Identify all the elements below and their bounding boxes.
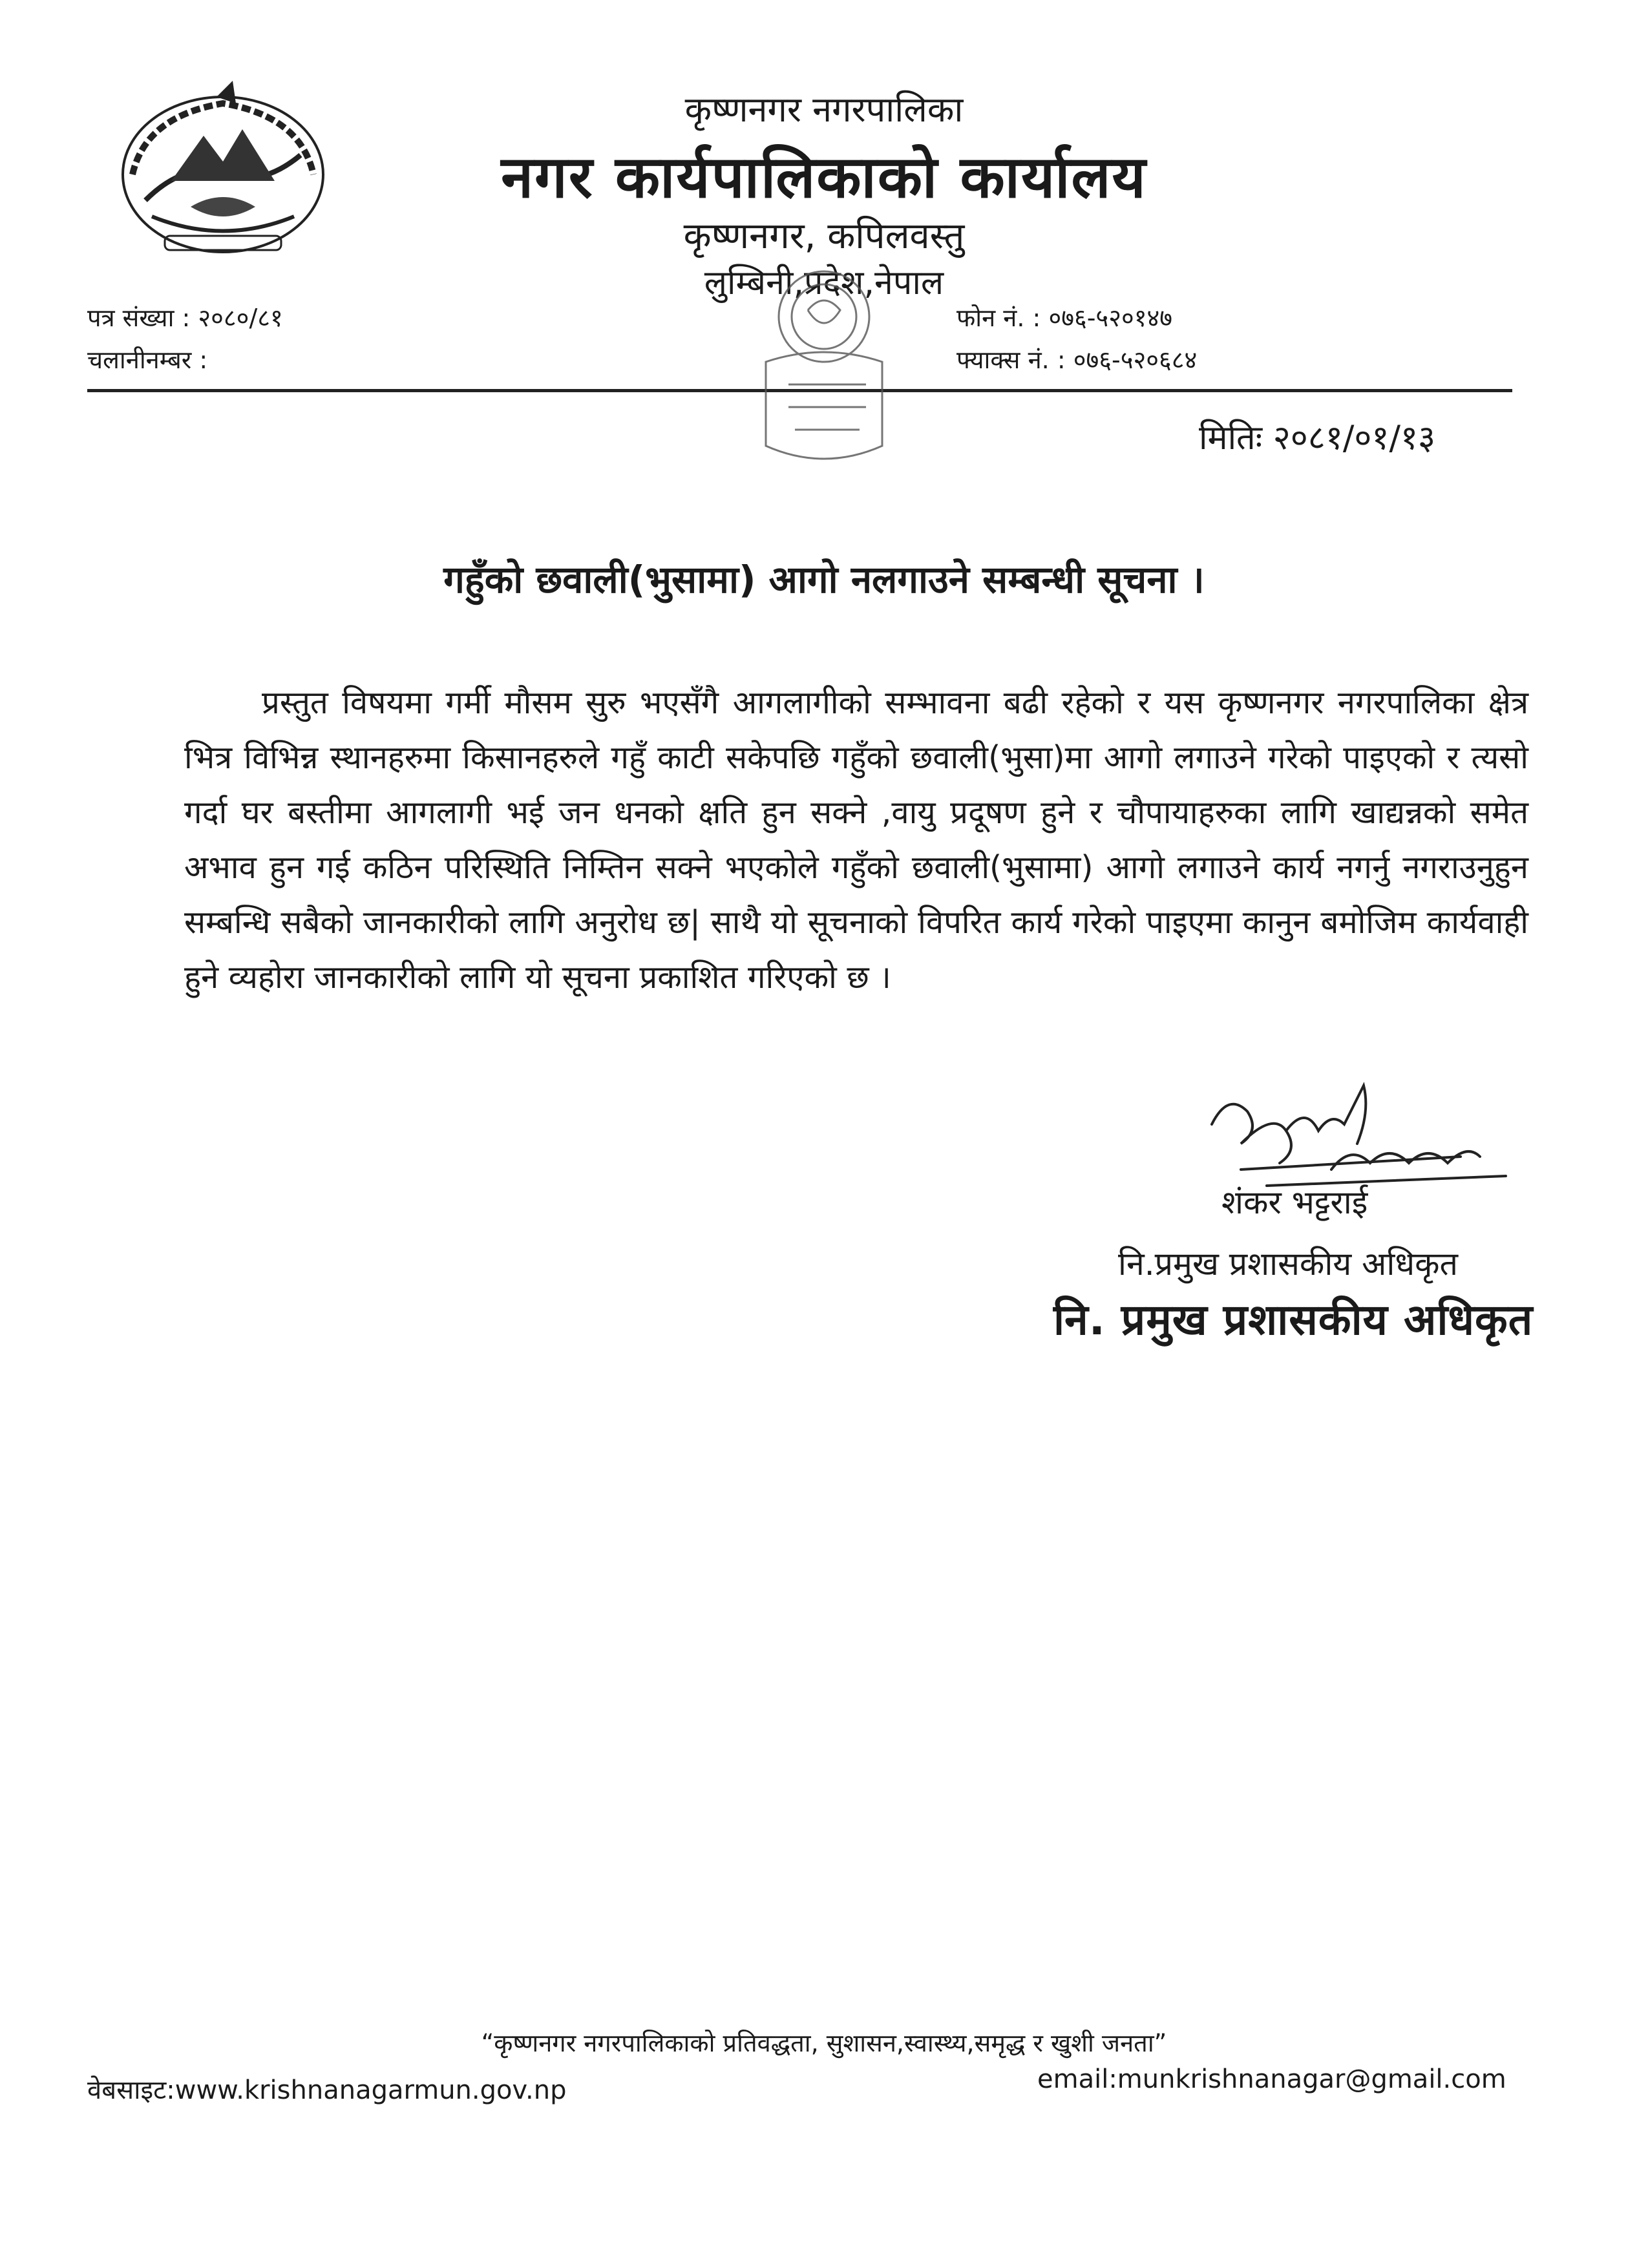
issue-date: मितिः २०८१/०१/१३ — [1199, 419, 1436, 457]
fax-number: फ्याक्स नं. : ०७६-५२०६८४ — [956, 346, 1198, 374]
org-name: कृष्णनगर नगरपालिका — [684, 89, 964, 130]
footer-website: वेबसाइट:www.krishnanagarmun.gov.np — [87, 2075, 567, 2105]
office-stamp-icon — [737, 265, 911, 478]
letter-number: पत्र संख्या : २०८०/८१ — [87, 304, 283, 332]
dispatch-number: चलानीनम्बर : — [87, 346, 208, 374]
footer-motto: “कृष्णनगर नगरपालिकाको प्रतिवद्धता, सुशासन,स्वास्थ्य,समृद्ध र खुशी जनता” — [481, 2029, 1167, 2057]
notice-body: प्रस्तुत विषयमा गर्मी मौसम सुरु भएसँगै आगलागीको सम्भावना बढी रहेको र यस कृष्णनगर नगरपालिका क्षेत्र भित्र विभिन्न स्थानहरुमा किसानहरुले गहुँ काटी सकेपछि गहुँको छवाली(भुसा)मा आगो लगाउने गरेको पाइएको र त्यसो गर्दा घर बस्तीमा आगलागी भई जन धनको क्षति हुन सक्ने ,वायु प्रदूषण हुने र चौपायाहरुका लागि खाद्यन्नको समेत अभाव हुन गई कठिन परिस्थिति निम्तिन सक्ने भएकोले गहुँको छवाली(भुसामा) आगो लगाउने कार्य नगर्नु नगराउनुहुन सम्बन्धि सबैको जानकारीको लागि अनुरोध छ| साथै यो सूचनाको विपरित कार्य गरेको पाइएमा कानुन बमोजिम कार्यवाही हुने व्यहोरा जानकारीको लागि यो सूचना प्रकाशित गरिएको छ । — [184, 684, 1528, 996]
signatory-title: नि.प्रमुख प्रशासकीय अधिकृत — [1118, 1245, 1458, 1283]
address-line-1: कृष्णनगर, कपिलवस्तु — [683, 215, 965, 257]
notice-subject: गहुँको छवाली(भुसामा) आगो नलगाउने सम्बन्धी सूचना । — [443, 558, 1205, 602]
address-line-2: लुम्बिनी,प्रदेश,नेपाल — [704, 264, 944, 302]
signatory-name: शंकर भट्टराई — [1221, 1184, 1368, 1221]
office-name: नगर कार्यपालिकाको कार्यालय — [501, 143, 1147, 211]
phone-number: फोन नं. : ०७६-५२०१४७ — [956, 304, 1172, 332]
footer-email: email:munkrishnanagar@gmail.com — [1037, 2064, 1506, 2094]
signatory-stamp-title: नि. प्रमुख प्रशासकीय अधिकृत — [1053, 1295, 1534, 1345]
